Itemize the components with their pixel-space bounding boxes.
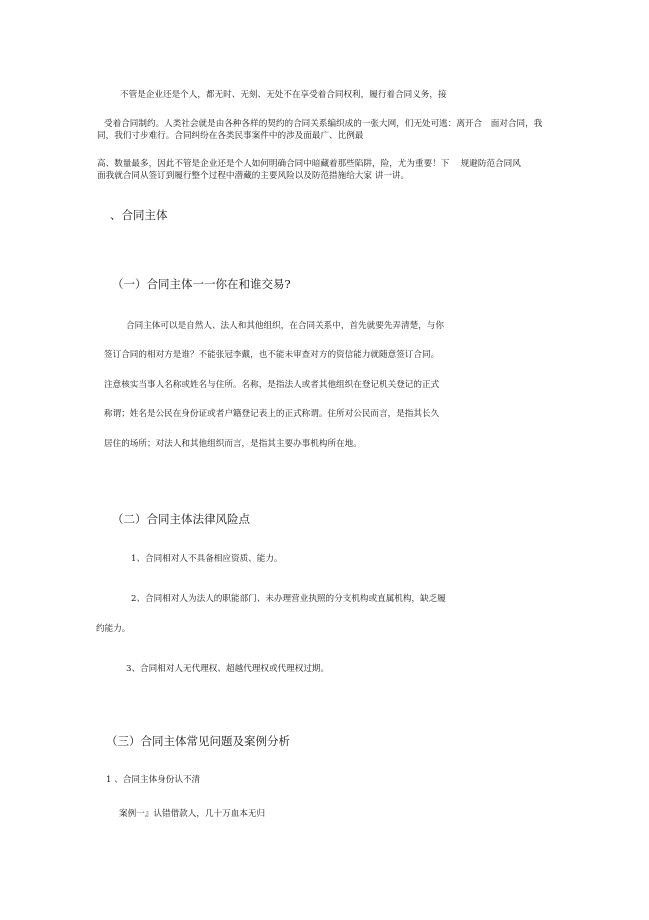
intro-line-4: 高、数量最多，因此不管是企业还是个人如何明确合同中暗藏着那些陷阱，险，尤为重要！下 规避防范合同风 — [97, 159, 521, 169]
risk-item-1: 1、合同相对人不具备相应资质、能力。 — [131, 554, 283, 564]
issue-point-1: 1 、合同主体身份认不清 — [106, 775, 201, 785]
intro-line-5: 面我就合同从签订到履行整个过程中潜藏的主要风险以及防范措施给大家 讲一讲。 — [97, 171, 410, 181]
subsection-heading-3: （三）合同主体常见问题及案例分析 — [106, 734, 290, 748]
intro-line-3: 同，我们寸步难行。合同纠纷在各类民事案件中的涉及面最广、比例最 — [97, 131, 364, 141]
section-heading-contract-subject: 、合同主体 — [110, 208, 168, 222]
subsection-heading-2: （二）合同主体法律风险点 — [112, 512, 250, 526]
sub1-line-1: 合同主体可以是自然人、法人和其他组织，在合同关系中，首先就要先弄清楚，与你 — [126, 321, 444, 331]
sub1-line-3: 注意核实当事人名称或姓名与住所。名称，是指法人或者其他组织在登记机关登记的正式 — [104, 380, 440, 390]
risk-item-2: 2、合同相对人为法人的职能部门、未办理营业执照的分支机构或直属机构，缺乏履 — [131, 594, 446, 604]
intro-line-2: 受着合同制约。人类社会就是由各种各样的契约的合同关系编织成的一张大网，们无处可逃：离开合 面对合同，我 — [104, 119, 543, 129]
intro-line-1: 不管是企业还是个人，都无时、无刻、无处不在享受着合同权利，履行着合同义务，接 — [120, 90, 447, 100]
sub1-line-4: 称谓；姓名是公民在身份证或者户籍登记表上的正式称谓。住所对公民而言，是指其长久 — [104, 409, 440, 419]
case-1-title: 案例一』认错借款人，几十万血本无归 — [119, 809, 266, 819]
risk-item-2-continued: 约能力。 — [96, 624, 131, 634]
risk-item-3: 3、合同相对人无代理权、超越代理权或代理权过期。 — [126, 664, 330, 674]
sub1-line-5: 居住的场所；对法人和其他组织而言，是指其主要办事机构所在地。 — [104, 439, 362, 449]
subsection-heading-1: （一）合同主体一一你在和谁交易? — [112, 277, 291, 291]
sub1-line-2: 签订合同的相对方是谁？不能张冠李戴，也不能未审查对方的资信能力就随意签订合同。 — [104, 350, 440, 360]
